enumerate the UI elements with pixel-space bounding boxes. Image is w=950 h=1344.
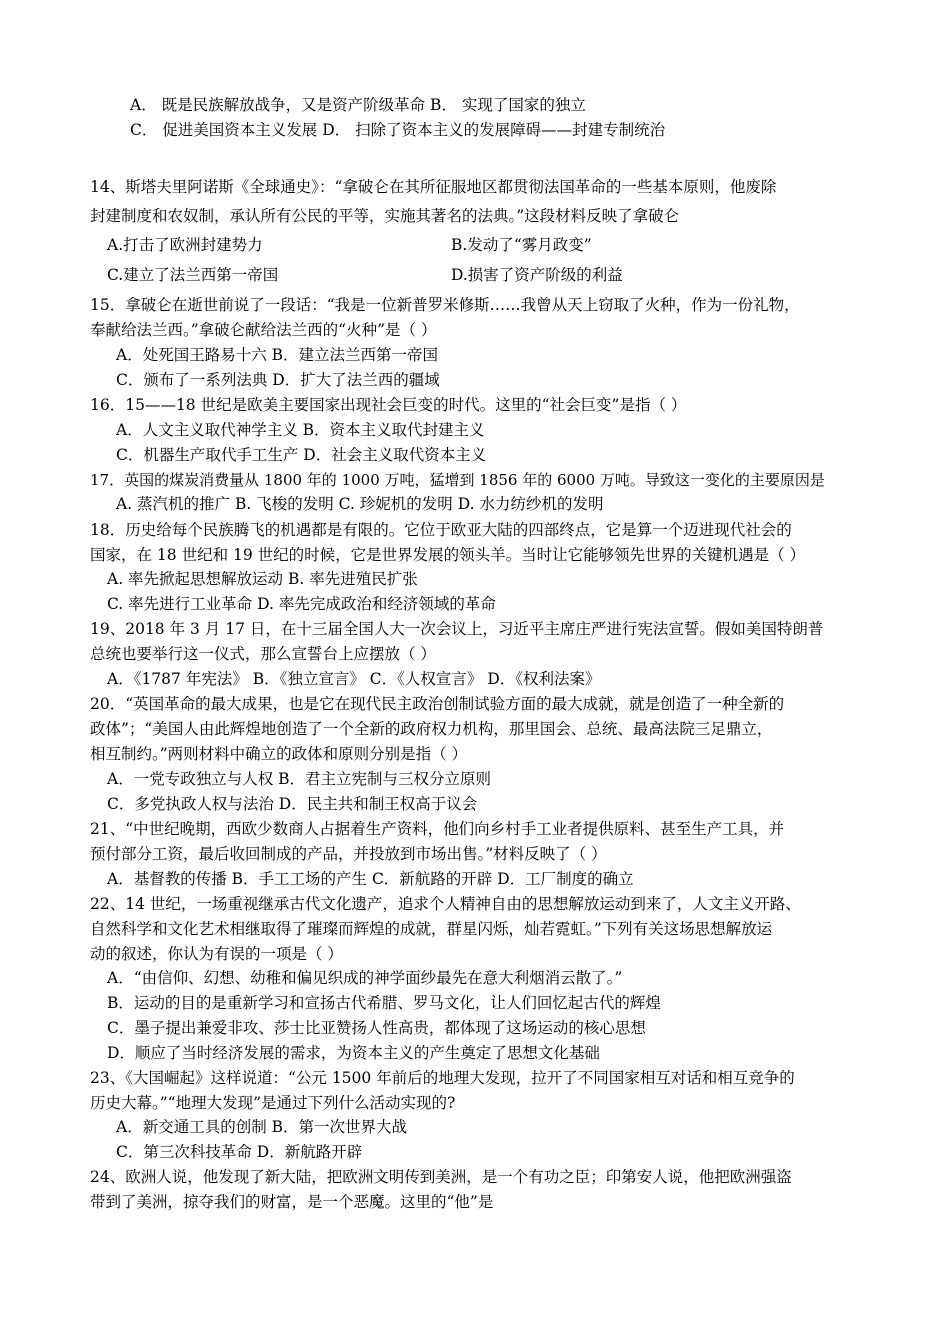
q23-stem-1: 23、《大国崛起》这样说道：“公元 1500 年前后的地理大发现，拉开了不同国家相互对话和相互竞争的	[90, 1069, 795, 1087]
q22-option-b: B．运动的目的是重新学习和宣扬古代希腊、罗马文化，让人们回忆起古代的辉煌	[107, 994, 661, 1012]
q21-stem-2: 预付部分工资，最后收回制成的产品，并投放到市场出售。”材料反映了（ ）	[90, 845, 607, 863]
q23-options-cd: C．第三次科技革命 D．新航路开辟	[116, 1143, 363, 1161]
q18-stem-1: 18．历史给每个民族腾飞的机遇都是有限的。它位于欧亚大陆的四部终点，它是算一个迈进现代社会的	[90, 521, 792, 539]
q18-stem-2: 国家，在 18 世纪和 19 世纪的时候，它是世界发展的领头羊。当时让它能够领先世界的关键机遇是（ ）	[90, 546, 806, 564]
q16-options-ab: A．人文主义取代神学主义 B．资本主义取代封建主义	[116, 421, 485, 439]
q13-options-ab: A． 既是民族解放战争，又是资产阶级革命 B． 实现了国家的独立	[130, 96, 586, 114]
q18-options-ab: A. 率先掀起思想解放运动 B. 率先进殖民扩张	[107, 570, 418, 588]
q19-stem-1: 19、2018 年 3 月 17 日，在十三届全国人大一次会议上，习近平主席庄严进行宪法宣誓。假如美国特朗普	[90, 620, 824, 638]
q15-options-cd: C．颁布了一系列法典 D．扩大了法兰西的疆域	[116, 371, 440, 389]
q22-stem-3: 动的叙述，你认为有误的一项是（ ）	[90, 945, 343, 963]
q19-options: A．《1787 年宪法》 B．《独立宣言》 C．《人权宣言》 D．《权利法案》	[107, 670, 601, 688]
q15-stem-1: 15．拿破仑在逝世前说了一段话：“我是一位新普罗米修斯……我曾从天上窃取了火种，作为一份礼物，	[90, 296, 800, 314]
q20-stem-2: 政体”；“美国人由此辉煌地创造了一个全新的政府权力机构，那里国会、总统、最高法院三足鼎立，	[90, 720, 773, 738]
q23-stem-2: 历史大幕。”“地理大发现”是通过下列什么活动实现的?	[90, 1094, 456, 1112]
q22-option-c: C．墨子提出兼爱非攻、莎士比亚赞扬人性高贵，都体现了这场运动的核心思想	[107, 1019, 646, 1037]
q14-option-c: C.建立了法兰西第一帝国	[107, 266, 279, 284]
q16-options-cd: C．机器生产取代手工生产 D．社会主义取代资本主义	[116, 446, 487, 464]
q20-options-ab: A．一党专政独立与人权 B．君主立宪制与三权分立原则	[107, 770, 492, 788]
q14-option-a: A.打击了欧洲封建势力	[107, 236, 263, 254]
q17-options: A. 蒸汽机的推广 B. 飞梭的发明 C. 珍妮机的发明 D. 水力纺纱机的发明	[116, 495, 604, 513]
q20-stem-1: 20．“英国革命的最大成果，也是它在现代民主政治创制试验方面的最大成就，就是创造了一种全新的	[90, 695, 785, 713]
q20-options-cd: C．多党执政人权与法治 D．民主共和制王权高于议会	[107, 795, 478, 813]
q19-stem-2: 总统也要举行这一仪式，那么宣誓台上应摆放（ ）	[90, 645, 436, 663]
q22-option-d: D．顺应了当时经济发展的需求，为资本主义的产生奠定了思想文化基础	[107, 1044, 600, 1062]
q24-stem-2: 带到了美洲，掠夺我们的财富，是一个恶魔。这里的“他”是	[90, 1193, 494, 1211]
q14-stem-2: 封建制度和农奴制，承认所有公民的平等，实施其著名的法典。”这段材料反映了拿破仑	[90, 207, 680, 225]
q21-options: A．基督教的传播 B．手工工场的产生 C．新航路的开辟 D．工厂制度的确立	[107, 870, 634, 888]
q14-option-d: D.损害了资产阶级的利益	[451, 266, 623, 284]
q24-stem-1: 24、欧洲人说，他发现了新大陆，把欧洲文明传到美洲，是一个有功之臣；印第安人说，他把欧洲强盗	[90, 1168, 792, 1186]
q23-options-ab: A．新交通工具的创制 B．第一次世界大战	[116, 1118, 408, 1136]
q14-stem-1: 14、斯塔夫里阿诺斯《全球通史》：“拿破仑在其所征服地区都贯彻法国革命的一些基本原则，他废除	[90, 178, 777, 196]
q16-stem: 16．15——18 世纪是欧美主要国家出现社会巨变的时代。这里的“社会巨变”是指（ ）	[90, 396, 687, 414]
q22-stem-1: 22、14 世纪，一场重视继承古代文化遗产，追求个人精神自由的思想解放运动到来了，人文主义开路、	[90, 895, 801, 913]
q13-options-cd: C． 促进美国资本主义发展 D． 扫除了资本主义的发展障碍——封建专制统治	[130, 121, 666, 139]
q22-option-a: A．“由信仰、幻想、幼稚和偏见织成的神学面纱最先在意大利烟消云散了。”	[107, 969, 623, 987]
q20-stem-3: 相互制约。”两则材料中确立的政体和原则分别是指（ ）	[90, 745, 468, 763]
q15-options-ab: A．处死国王路易十六 B．建立法兰西第一帝国	[116, 346, 439, 364]
q21-stem-1: 21、“中世纪晚期，西欧少数商人占据着生产资料，他们向乡村手工业者提供原料、甚至生产工具，并	[90, 820, 785, 838]
q17-stem: 17．英国的煤炭消费量从 1800 年的 1000 万吨，猛增到 1856 年的 6000 万吨。导致这一变化的主要原因是	[90, 471, 825, 489]
q15-stem-2: 奉献给法兰西。”拿破仑献给法兰西的“火种”是（ ）	[90, 321, 437, 339]
q22-stem-2: 自然科学和文化艺术相继取得了璀璨而辉煌的成就，群星闪烁，灿若霓虹。”下列有关这场思想解放运	[90, 920, 773, 938]
q18-options-cd: C. 率先进行工业革命 D. 率先完成政治和经济领域的革命	[107, 595, 496, 613]
q14-option-b: B.发动了“雾月政变”	[451, 236, 592, 254]
